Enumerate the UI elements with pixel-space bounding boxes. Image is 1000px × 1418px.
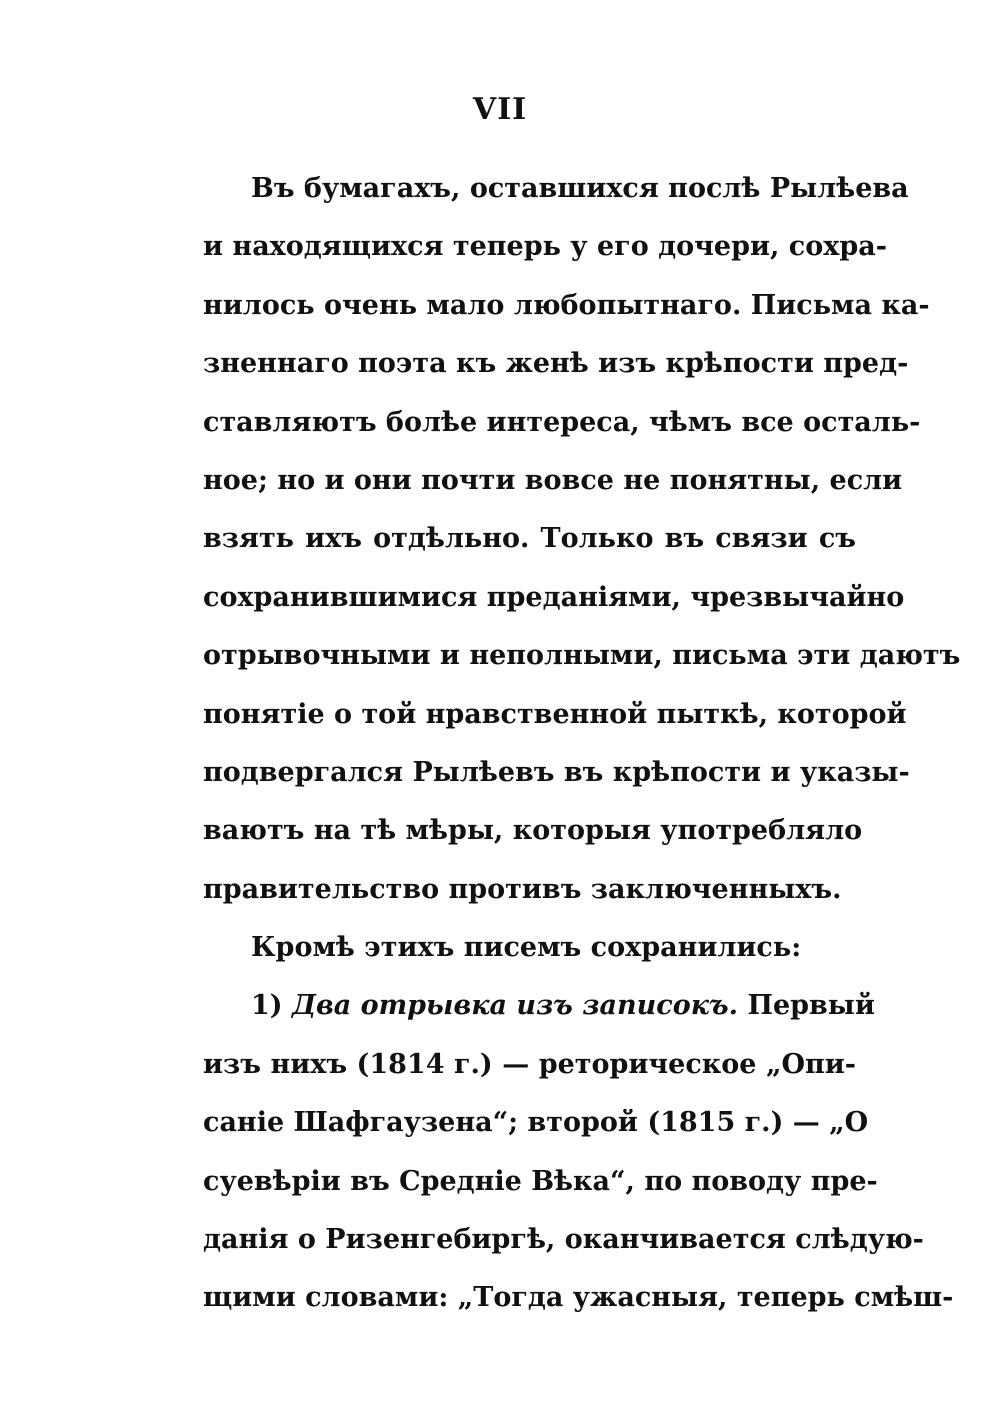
text-line: ставляютъ болѣе интереса, чѣмъ все осталь- [203,406,921,438]
body-text [203,160,961,1328]
list-item-heading [203,977,875,1035]
text-line: понятіе о той нравственной пыткѣ, которой [203,698,907,730]
text-line: ное; но и они почти вовсе не понятны, если [203,464,903,496]
text-line: ваютъ на тѣ мѣры, которыя употребляло [203,815,863,847]
text-line: взять ихъ отдѣльно. Только въ связи съ [203,523,856,555]
text-line: щими словами: „Тогда ужасныя, теперь смѣш- [203,1282,954,1314]
text-line: Кромѣ этихъ писемъ сохранились: [251,932,802,964]
text-line: сохранившимися преданіями, чрезвычайно [203,581,905,613]
text-line: изъ нихъ (1814 г.) — реторическое „Опи- [203,1048,856,1080]
text-line: данія о Ризенгебиргѣ, оканчивается слѣдую- [203,1224,924,1256]
text-line: нилось очень мало любопытнаго. Письма ка- [203,289,930,321]
page-number: VII [472,92,528,127]
text-fragment: Первый [747,990,875,1022]
list-number: 1) [251,990,283,1022]
text-line: суевѣріи въ Средніе Вѣка“, по поводу пре- [203,1165,878,1197]
text-line: и находящихся теперь у его дочери, сохра- [203,231,887,263]
text-line: отрывочными и неполными, письма эти даютъ [203,640,961,672]
italic-title: Два отрывка изъ записокъ. [291,990,739,1022]
text-line: правительство противъ заключенныхъ. [203,873,842,905]
text-line: подвергался Рылѣевъ въ крѣпости и указы- [203,756,910,788]
text-line: Въ бумагахъ, оставшихся послѣ Рылѣева [251,173,909,204]
text-line: зненнаго поэта къ женѣ изъ крѣпости пред- [203,348,909,380]
text-line: саніе Шафгаузена“; второй (1815 г.) — „О [203,1107,869,1139]
